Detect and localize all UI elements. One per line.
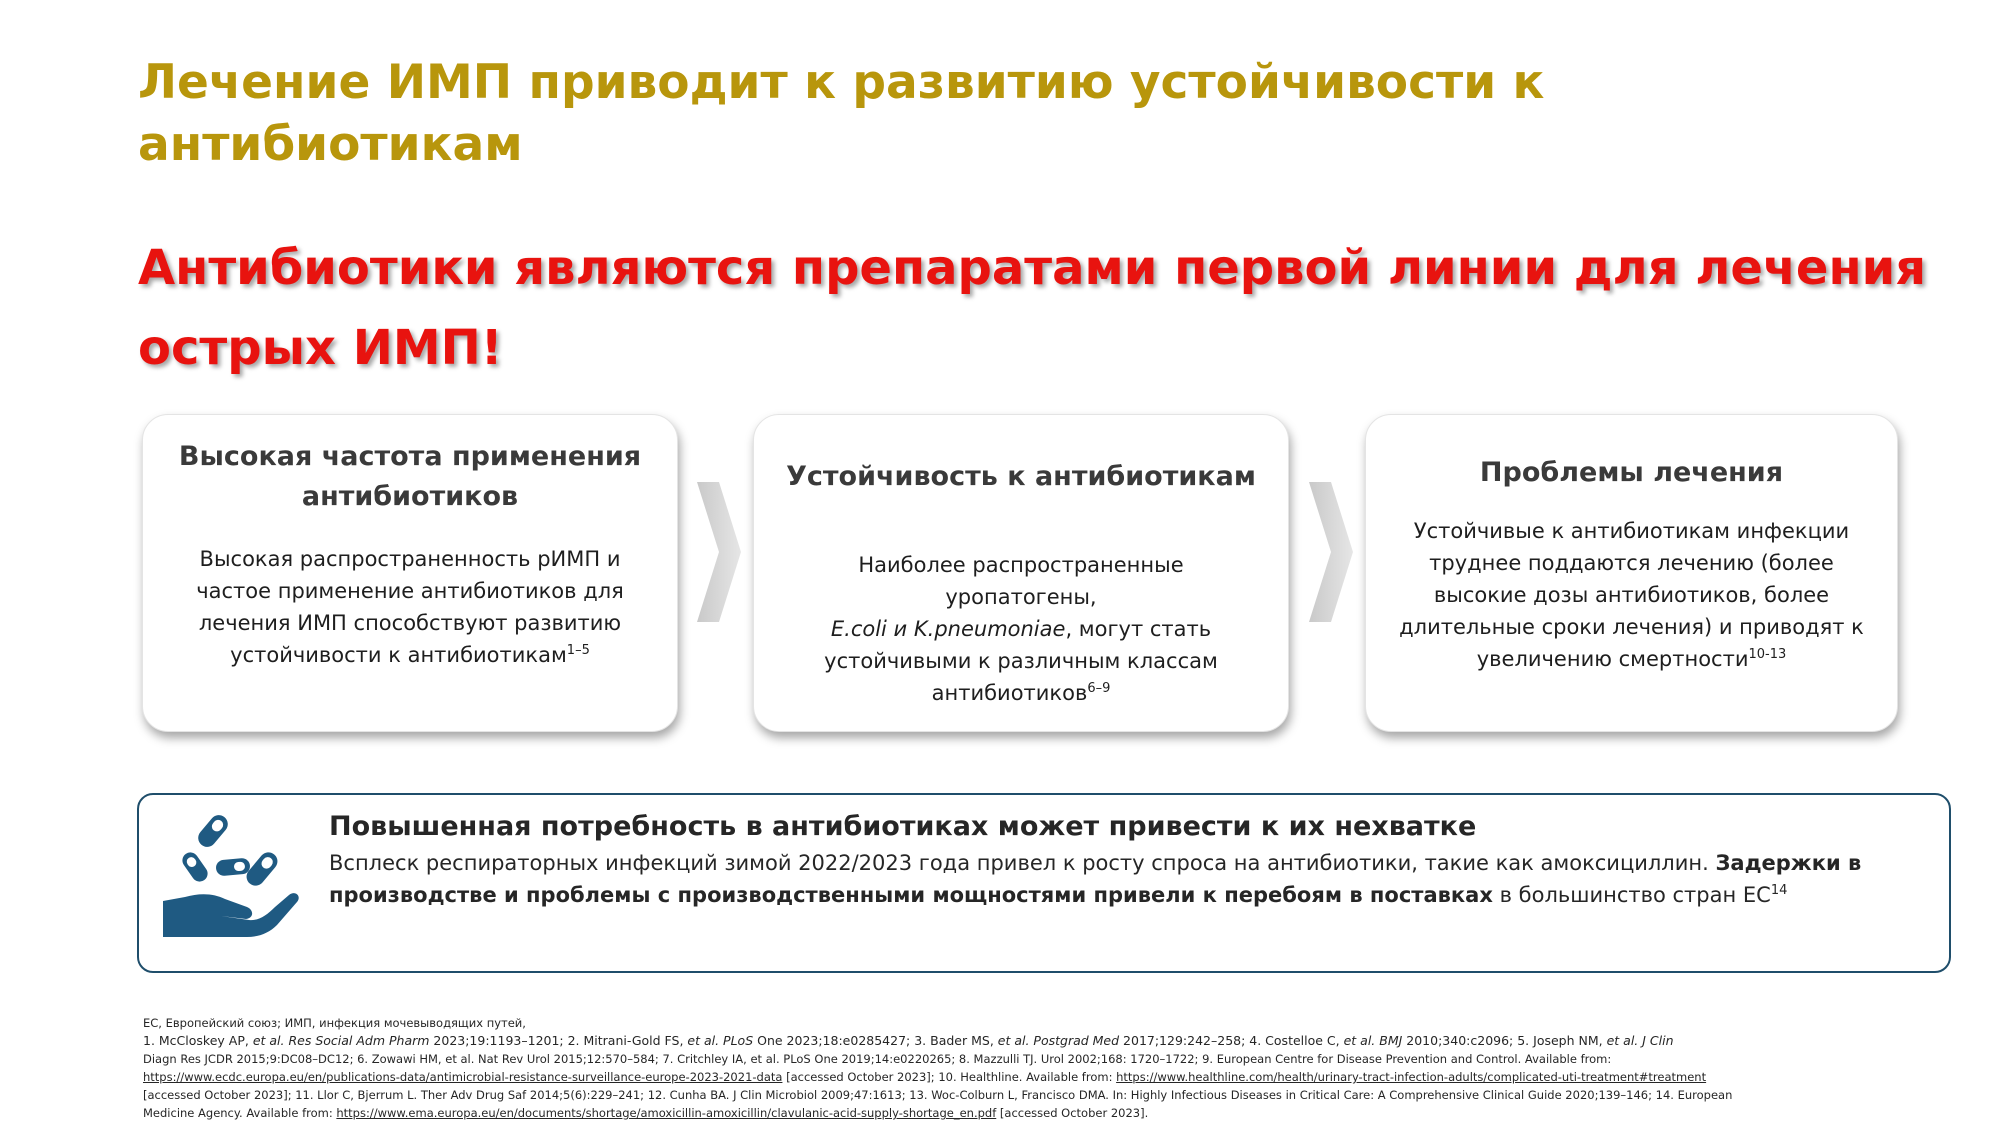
card-body-line: , могут стать [1065,617,1212,641]
shortage-banner [137,793,1951,973]
banner-text-plain: Всплеск респираторных инфекций зимой 2022/2023 года привел к росту спроса на антибиотики, такие как амоксициллин. [329,851,1709,875]
card-heading [179,437,641,517]
chevron-right-icon [1309,482,1353,622]
card-body-line: устойчивости к антибиотикам [230,643,567,667]
references-line: 1. McCloskey AP, et al. Res Social Adm Pharm 2023;19:1193–1201; 2. Mitrani-Gold FS, et al. PLoS One 2023;18:e0285427; 3. Bader MS, et al. Postgrad Med 2017;129:242–258; 4. Costelloe C, et al. BMJ 2010;340:c2096; 5. Joseph NM, et al. J Clin [143,1033,1674,1048]
card-treatment-problems [1365,414,1898,732]
banner-heading: Повышенная потребность в антибиотиках может привести к их нехватке [329,811,1477,842]
card-body-line: антибиотиков [931,681,1088,705]
references-line: Diagn Res JCDR 2015;9:DC08–DC12; 6. Zowawi HM, et al. Nat Rev Urol 2015;12:570–584; 7. Critchley IA, et al. PLoS One 2019;14:e0220265; 8. Mazzulli TJ. Urol 2002;168: 1720–1722; 9. European Centre for Disease Prevention and Control. Available from: [143,1052,1612,1066]
reference-superscript: 10-13 [1748,647,1787,662]
card-high-usage [142,414,678,732]
card-body-line: уропатогены, [945,585,1097,609]
card-body-line: Устойчивые к антибиотикам инфекции [1413,519,1850,543]
slide-subtitle [138,228,1938,388]
reference-link[interactable]: https://www.ema.europa.eu/en/documents/shortage/amoxicillin-amoxicillin/clavulanic-acid-supply-shortage_en.pdf [336,1106,997,1120]
banner-text [329,847,1929,911]
card-body [824,549,1218,709]
reference-superscript: 14 [1770,883,1788,898]
card-body-line: труднее поддаются лечению (более [1429,551,1834,575]
banner-text-bold: производстве и проблемы с производственными мощностями привели к перебоям в поставках [329,883,1493,907]
subtitle-line-2: острых ИМП! [138,320,503,376]
card-resistance [753,414,1289,732]
slide-title [138,52,1838,176]
references-line: Medicine Agency. Available from: https://www.ema.europa.eu/en/documents/shortage/amoxicillin-amoxicillin/clavulanic-acid-supply-shortage_en.pdf [accessed October 2023]. [143,1106,1149,1120]
card-heading: Проблемы лечения [1479,457,1784,488]
card-body-line: Наиболее распространенные [858,553,1184,577]
reference-link[interactable]: https://www.ecdc.europa.eu/en/publications-data/antimicrobial-resistance-surveillance-europe-2023-2021-data [143,1070,783,1084]
card-body-line: частое применение антибиотиков для [196,579,624,603]
reference-superscript: 6–9 [1087,681,1111,696]
card-body-line: устойчивыми к различным классам [824,649,1218,673]
hand-with-pills-icon [155,809,305,939]
references-line: https://www.ecdc.europa.eu/en/publications-data/antimicrobial-resistance-surveillance-europe-2023-2021-data [accessed October 2023]; 10. Healthline. Available from: https://www.healthline.com/health/urinary-tract-infection-adults/complicated-uti-treatment#treatment [143,1070,1707,1084]
card-body-line: длительные сроки лечения) и приводят к [1399,615,1864,639]
card-body-line: высокие дозы антибиотиков, более [1433,583,1830,607]
title-line-1: Лечение ИМП приводит к развитию устойчивости к [138,55,1545,110]
card-body [196,543,624,671]
card-heading-line-1: Высокая частота применения [178,441,642,472]
footnotes [143,1014,1863,1122]
card-heading-line-2: антибиотиков [301,481,519,512]
subtitle-line-1: Антибиотики являются препаратами первой линии для лечения [138,240,1927,296]
reference-link[interactable]: https://www.healthline.com/health/urinary-tract-infection-adults/complicated-uti-treatment#treatment [1116,1070,1707,1084]
title-line-2: антибиотикам [138,117,523,172]
banner-text-tail: в большинство стран ЕС [1499,883,1771,907]
card-body-line: увеличению смертности [1476,647,1749,671]
card-heading: Устойчивость к антибиотикам [786,461,1256,492]
reference-superscript: 1–5 [566,643,590,658]
card-body-line: Высокая распространенность рИМП и [199,547,621,571]
banner-text-bold: Задержки в [1715,851,1862,875]
references-line: [accessed October 2023]; 11. Llor C, Bjerrum L. Ther Adv Drug Saf 2014;5(6):229–241; 12. Cunha BA. J Clin Microbiol 2009;47:1613; 13. Woc-Colburn L, Francisco DMA. In: Highly Infectious Diseases in Critical Care: A Comprehensive Clinical Guide 2020;139–146; 14. European [143,1088,1733,1102]
pathogen-names: E.coli и K.pneumoniae [830,617,1066,641]
card-body-line: лечения ИМП способствуют развитию [198,611,622,635]
card-body [1399,515,1864,675]
abbreviations-note: ЕС, Европейский союз; ИМП, инфекция мочевыводящих путей, [143,1016,526,1030]
chevron-right-icon [697,482,741,622]
